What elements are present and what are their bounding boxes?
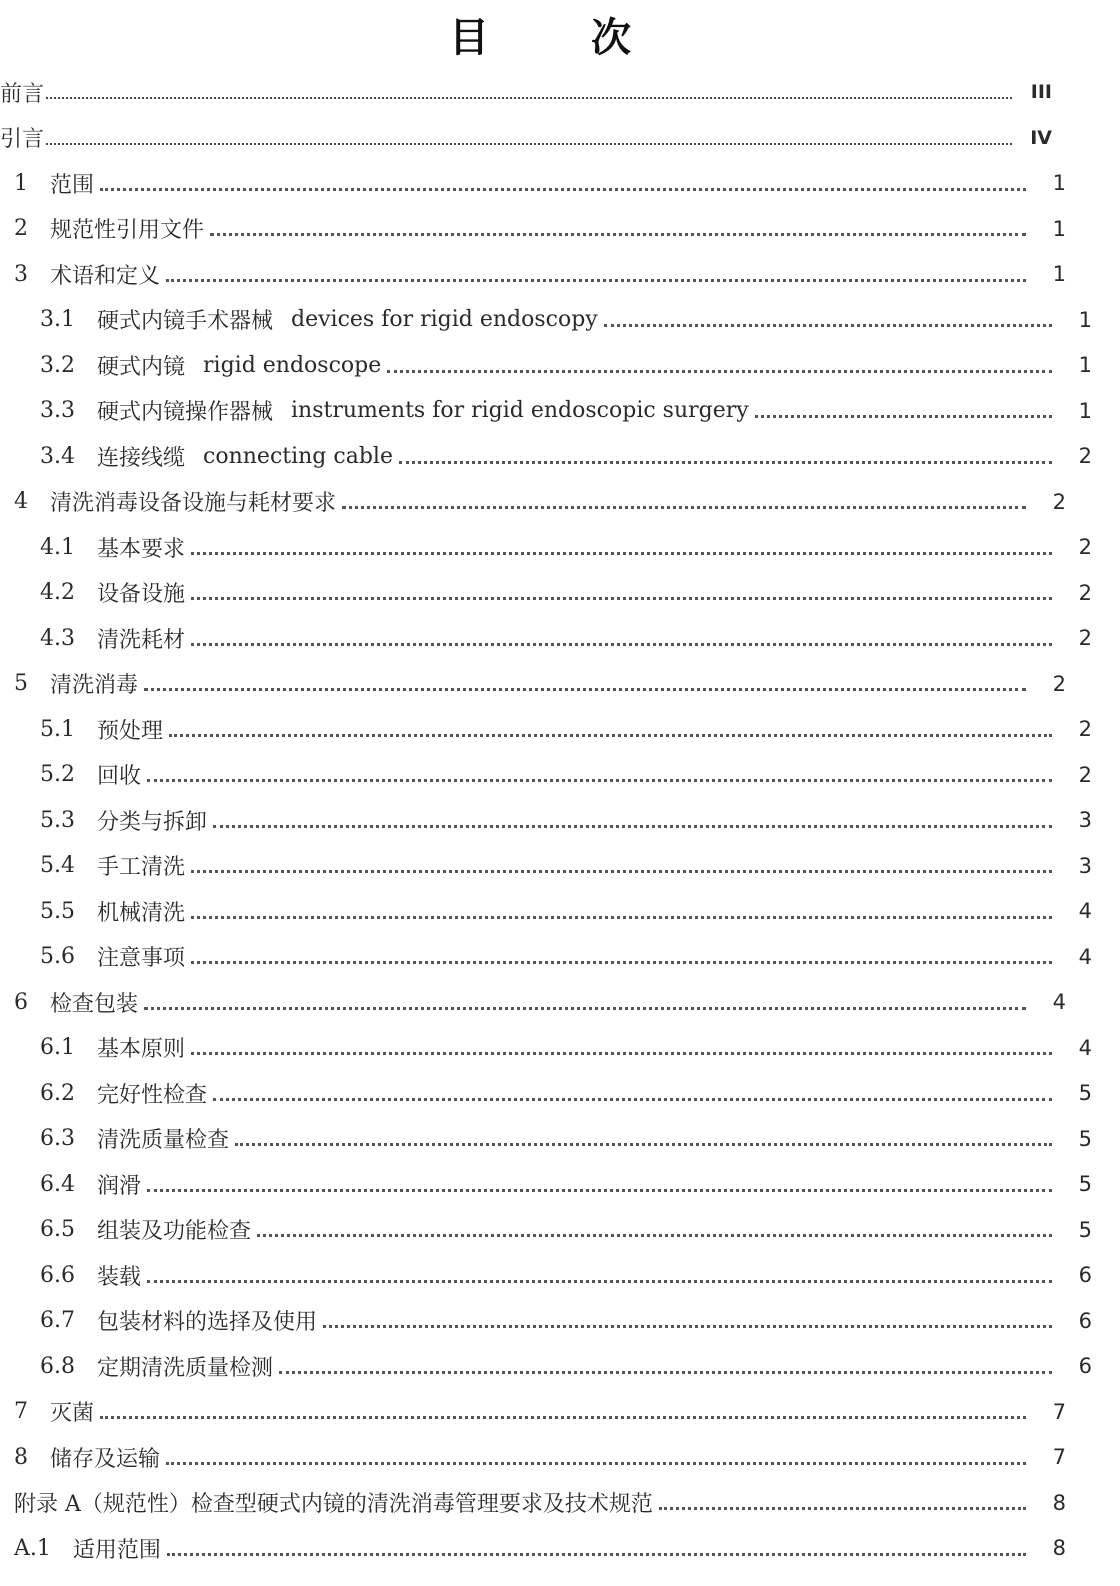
toc-entry-title: 范围 — [50, 172, 95, 198]
toc-entry-page-number: 8 — [1052, 1536, 1066, 1560]
toc-entry-number: 4.3 — [40, 625, 75, 651]
toc-entry-number: 3.3 — [40, 398, 75, 423]
toc-entry-title: 清洗消毒 — [50, 673, 139, 698]
toc-entry[interactable] — [0, 163, 1094, 203]
toc-entry-number: 3 — [14, 261, 28, 287]
toc-entry-title: 基本要求 — [97, 536, 186, 562]
dot-leader — [213, 825, 1052, 828]
toc-entry-number: 6.6 — [40, 1262, 75, 1288]
toc-entry-page-number: 2 — [1078, 626, 1092, 650]
dot-leader — [46, 143, 1012, 145]
toc-entry[interactable] — [0, 709, 1120, 749]
toc-entry-title: 清洗耗材 — [97, 627, 186, 653]
toc-entry-title: 适用范围 — [72, 1537, 161, 1563]
toc-entry[interactable] — [0, 1528, 1094, 1568]
toc-entry-title: 分类与拆卸 — [97, 809, 208, 835]
toc-entry[interactable] — [0, 345, 1120, 385]
toc-entry-page-number: 6 — [1078, 1308, 1092, 1333]
toc-entry-number: 7 — [14, 1399, 28, 1424]
dot-leader — [144, 688, 1026, 691]
toc-entry-title: 硬式内镜操作器械 — [97, 400, 274, 425]
toc-entry-page-number: 2 — [1078, 444, 1092, 468]
toc-entry-page-number: 7 — [1052, 1399, 1066, 1424]
dot-leader — [399, 461, 1052, 464]
toc-entry[interactable] — [0, 254, 1094, 294]
toc-entry[interactable] — [0, 300, 1120, 340]
toc-entry-page-number: 2 — [1078, 717, 1092, 741]
toc-entry[interactable] — [0, 1119, 1120, 1159]
toc-entry[interactable] — [0, 1164, 1120, 1204]
toc-entry-number: 8 — [14, 1444, 28, 1470]
toc-entry[interactable] — [0, 1437, 1094, 1477]
toc-entry-page-number: 5 — [1078, 1081, 1092, 1105]
toc-entry-title: 硬式内镜 — [97, 354, 186, 380]
toc-entry[interactable] — [0, 482, 1094, 522]
toc-entry-page-number: 2 — [1078, 580, 1092, 605]
toc-entry[interactable] — [0, 1073, 1120, 1113]
toc-entry[interactable] — [0, 982, 1094, 1022]
toc-entry[interactable] — [0, 1028, 1120, 1068]
dot-leader — [191, 552, 1052, 555]
dot-leader — [191, 1052, 1052, 1055]
toc-entry-page-number: 1 — [1078, 398, 1092, 423]
dot-leader — [144, 1007, 1026, 1010]
toc-entry-number: 3.4 — [40, 443, 75, 469]
toc-entry-title: 连接线缆 — [97, 445, 186, 471]
toc-entry[interactable] — [0, 1483, 1094, 1523]
toc-entry[interactable] — [0, 891, 1120, 931]
toc-entry-number: 5.1 — [40, 716, 75, 742]
toc-entry-title: 组装及功能检查 — [97, 1219, 252, 1244]
toc-entry[interactable] — [0, 937, 1120, 977]
toc-entry-english-title: rigid endoscope — [203, 352, 382, 378]
toc-entry-page-number: IV — [1030, 126, 1052, 149]
toc-entry-page-number: 6 — [1078, 1354, 1092, 1378]
toc-entry[interactable] — [0, 618, 1120, 658]
toc-entry-page-number: 5 — [1078, 1217, 1092, 1242]
toc-entry-title: 清洗质量检查 — [97, 1128, 230, 1153]
toc-entry-english-title: connecting cable — [203, 443, 393, 469]
toc-entry-page-number: 8 — [1052, 1490, 1066, 1515]
dot-leader — [323, 1325, 1052, 1328]
toc-entry-number: 6 — [14, 989, 28, 1015]
toc-entry-number: 3.1 — [40, 307, 75, 332]
dot-leader — [191, 597, 1052, 600]
toc-entry-title: 设备设施 — [97, 582, 186, 607]
dot-leader — [210, 233, 1026, 236]
toc-entry-page-number: 1 — [1052, 262, 1066, 286]
dot-leader — [191, 870, 1052, 873]
toc-entry-page-number: 4 — [1078, 899, 1092, 923]
toc-entry[interactable] — [0, 1392, 1094, 1432]
dot-leader — [279, 1371, 1052, 1374]
toc-entry-title: 规范性引用文件 — [50, 218, 205, 243]
toc-entry-title: 包装材料的选择及使用 — [97, 1310, 318, 1335]
toc-entry[interactable] — [0, 1301, 1120, 1341]
toc-entry-page-number: 2 — [1052, 671, 1066, 696]
toc-entry-title: 预处理 — [97, 718, 164, 744]
toc-entry[interactable] — [0, 1255, 1120, 1295]
dot-leader — [191, 916, 1052, 919]
dot-leader — [169, 734, 1052, 737]
toc-entry-number: 5.3 — [40, 807, 75, 833]
toc-entry-page-number: III — [1030, 81, 1052, 103]
toc-entry-title: 完好性检查 — [97, 1082, 208, 1108]
toc-entry-title: 回收 — [97, 764, 142, 789]
dot-leader — [659, 1507, 1026, 1510]
dot-leader — [191, 961, 1052, 964]
dot-leader — [755, 415, 1052, 418]
toc-entry-title: 前言 — [0, 81, 45, 107]
toc-entry-title: 附录 A（规范性）检查型硬式内镜的清洗消毒管理要求及技术规范 — [14, 1492, 653, 1517]
toc-entry-title: 机械清洗 — [97, 900, 186, 926]
dot-leader — [191, 643, 1052, 646]
dot-leader — [147, 1280, 1052, 1283]
toc-entry-number: 6.5 — [40, 1217, 75, 1242]
toc-entry-number: 6.2 — [40, 1080, 75, 1106]
toc-entry-title: 装载 — [97, 1264, 142, 1290]
dot-leader — [213, 1098, 1052, 1101]
toc-entry[interactable] — [0, 573, 1120, 613]
toc-entry-page-number: 7 — [1052, 1445, 1066, 1469]
toc-entry[interactable] — [0, 1210, 1120, 1250]
toc-entry-number: 5.4 — [40, 853, 75, 878]
toc-entry[interactable] — [0, 846, 1120, 886]
toc-entry[interactable] — [0, 209, 1094, 249]
toc-entry-title: 灭菌 — [50, 1401, 95, 1426]
toc-entry-number: 2 — [14, 216, 28, 241]
toc-entry[interactable] — [0, 755, 1120, 795]
toc-entry[interactable] — [0, 527, 1120, 567]
dot-leader — [166, 1462, 1026, 1465]
toc-entry[interactable] — [0, 1346, 1120, 1386]
toc-entry-number: 5.5 — [40, 898, 75, 924]
toc-entry-number: 5 — [14, 671, 28, 696]
toc-entry-page-number: 4 — [1078, 1035, 1092, 1060]
toc-entry-number: 6.1 — [40, 1035, 75, 1060]
toc-entry[interactable] — [0, 436, 1120, 476]
toc-entry-number: 5.2 — [40, 762, 75, 787]
toc-entry-title: 清洗消毒设备设施与耗材要求 — [50, 491, 337, 516]
toc-entry-number: 4 — [14, 489, 28, 514]
toc-entry-page-number: 1 — [1052, 171, 1066, 195]
dot-leader — [342, 506, 1026, 509]
toc-entry-page-number: 3 — [1078, 853, 1092, 878]
dot-leader — [100, 188, 1026, 191]
toc-entry-number: 6.8 — [40, 1353, 75, 1379]
toc-entry-page-number: 5 — [1078, 1172, 1092, 1196]
toc-entry-title: 检查包装 — [50, 991, 139, 1017]
toc-entry-number: 6.4 — [40, 1171, 75, 1197]
toc-entry-title: 注意事项 — [97, 946, 186, 971]
toc-entry[interactable] — [0, 72, 1080, 112]
toc-entry-title: 引言 — [0, 127, 45, 152]
toc-entry-number: 1 — [14, 170, 28, 196]
toc-entry-number: 4.2 — [40, 580, 75, 605]
toc-entry[interactable] — [0, 118, 1080, 158]
toc-entry-number: 4.1 — [40, 534, 75, 560]
toc-entry-number: 6.3 — [40, 1126, 75, 1151]
dot-leader — [46, 97, 1012, 99]
dot-leader — [235, 1143, 1052, 1146]
dot-leader — [166, 279, 1026, 282]
toc-entry-page-number: 5 — [1078, 1126, 1092, 1151]
dot-leader — [100, 1416, 1026, 1419]
toc-entry-page-number: 6 — [1078, 1263, 1092, 1287]
toc-entry-page-number: 2 — [1078, 535, 1092, 559]
toc-entry-page-number: 4 — [1052, 990, 1066, 1014]
toc-entry-page-number: 4 — [1078, 944, 1092, 969]
toc-entry-number: 3.2 — [40, 352, 75, 378]
toc-entry-title: 储存及运输 — [50, 1446, 161, 1472]
toc-entry-english-title: instruments for rigid endoscopic surgery — [291, 398, 749, 423]
toc-entry-page-number: 1 — [1052, 216, 1066, 241]
dot-leader — [147, 1189, 1052, 1192]
toc-entry-english-title: devices for rigid endoscopy — [291, 307, 598, 332]
toc-entry-title: 基本原则 — [97, 1037, 186, 1062]
dot-leader — [147, 779, 1052, 782]
toc-entry-number: A.1 — [14, 1535, 51, 1561]
toc-entry-title: 硬式内镜手术器械 — [97, 309, 274, 334]
toc-entry[interactable] — [0, 800, 1120, 840]
toc-entry-title: 定期清洗质量检测 — [97, 1355, 274, 1381]
page-title: 目 次 — [449, 15, 675, 61]
toc-entry-number: 6.7 — [40, 1308, 75, 1333]
toc-entry-page-number: 2 — [1078, 762, 1092, 787]
toc-entry-page-number: 1 — [1078, 307, 1092, 332]
toc-entry-title: 润滑 — [97, 1173, 142, 1199]
toc-entry-number: 5.6 — [40, 944, 75, 969]
dot-leader — [167, 1553, 1026, 1556]
toc-entry[interactable] — [0, 391, 1120, 431]
toc-entry-page-number: 3 — [1078, 808, 1092, 832]
dot-leader — [604, 324, 1052, 327]
dot-leader — [387, 370, 1052, 373]
toc-entry[interactable] — [0, 664, 1094, 704]
toc-entry-title: 术语和定义 — [50, 263, 161, 289]
toc-entry-page-number: 2 — [1052, 489, 1066, 514]
toc-entry-page-number: 1 — [1078, 353, 1092, 377]
dot-leader — [257, 1234, 1052, 1237]
toc-entry-title: 手工清洗 — [97, 855, 186, 880]
